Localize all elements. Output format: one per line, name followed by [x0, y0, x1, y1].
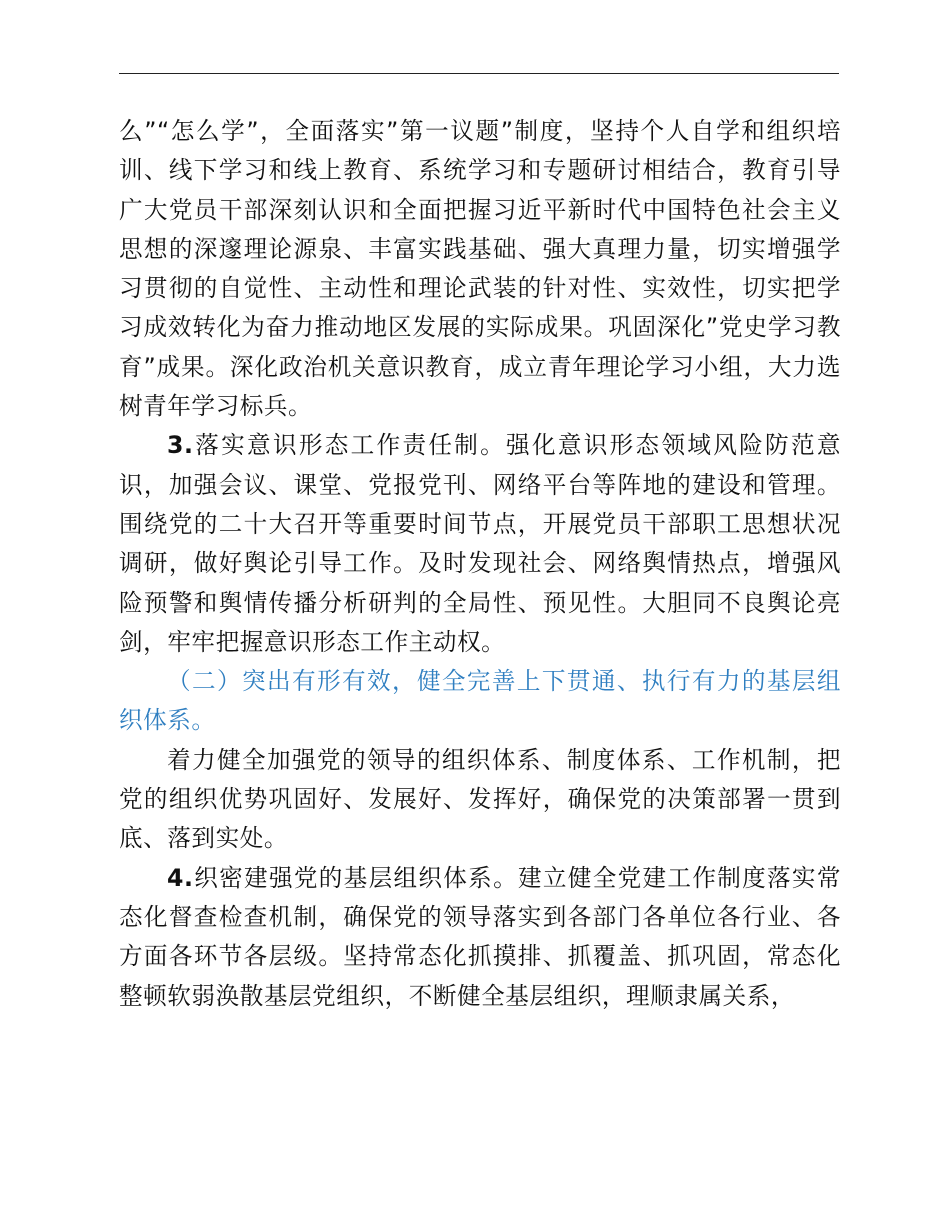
paragraph-text: 着力健全加强党的领导的组织体系、制度体系、工作机制，把党的组织优势巩固好、发展好、发挥好，确保党的决策部署一贯到底、落到实处。 [119, 745, 841, 853]
paragraph-item-4 [119, 859, 841, 1016]
paragraph-text: 么”“怎么学”，全面落实”第一议题”制度，坚持个人自学和组织培训、线下学习和线上教育、系统学习和专题研讨相结合，教育引导广大党员干部深刻认识和全面把握习近平新时代中国特色社会主义思想的深邃理论源泉、丰富实践基础、强大真理力量，切实增强学习贯彻的自觉性、主动性和理论武装的针对性、实效性，切实把学习成效转化为奋力推动地区发展的实际成果。巩固深化”党史学习教育”成果。深化政治机关意识教育，成立青年理论学习小组，大力选树青年学习标兵。 [119, 117, 841, 421]
item-number: 4. [167, 863, 194, 892]
paragraph-text: 织密建强党的基层组织体系。建立健全党建工作制度落实常态化督查检查机制，确保党的领导落实到各部门各单位各行业、各方面各环节各层级。坚持常态化抓摸排、抓覆盖、抓巩固，常态化整顿软弱涣散基层党组织，不断健全基层组织，理顺隶属关系， [119, 863, 841, 1010]
item-number: 3. [167, 431, 194, 460]
header-rule [119, 73, 839, 74]
paragraph-continuation [119, 112, 841, 426]
paragraph-text: 落实意识形态工作责任制。强化意识形态领域风险防范意识，加强会议、课堂、党报党刊、网络平台等阵地的建设和管理。围绕党的二十大召开等重要时间节点，开展党员干部职工思想状况调研，做好舆论引导工作。及时发现社会、网络舆情热点，增强风险预警和舆情传播分析研判的全局性、预见性。大胆同不良舆论亮剑，牢牢把握意识形态工作主动权。 [119, 431, 841, 656]
document-body [119, 112, 841, 1016]
heading-text: （二）突出有形有效，健全完善上下贯通、执行有力的基层组织体系。 [119, 667, 841, 735]
paragraph-item-3 [119, 426, 841, 662]
section-heading [119, 662, 841, 741]
paragraph-body [119, 741, 841, 859]
